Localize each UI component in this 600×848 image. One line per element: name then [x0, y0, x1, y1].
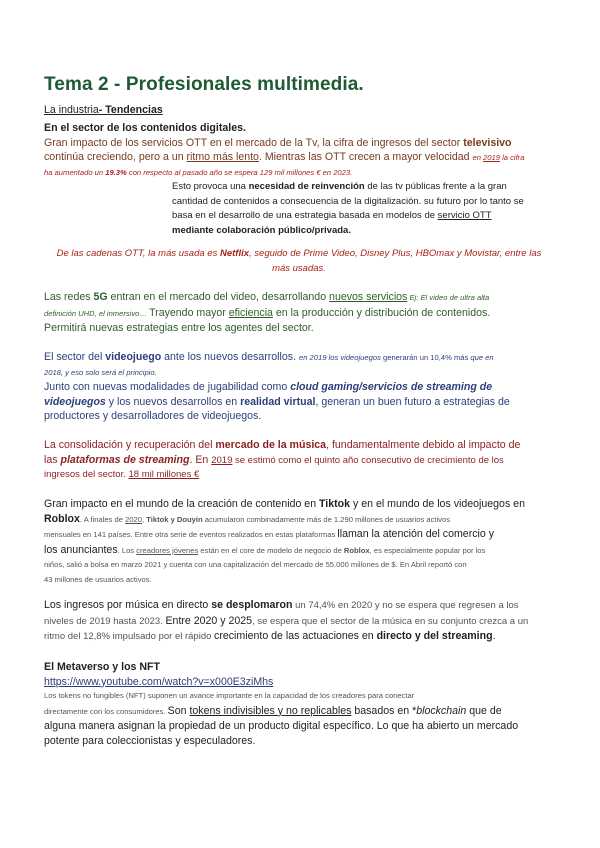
text-line [44, 598, 544, 614]
paragraph-musica [44, 438, 544, 483]
text-run: Gran impacto en el mundo de la creación de contenido en [44, 498, 320, 510]
text-run: generarán un 10,4% [380, 353, 454, 362]
text-line [44, 350, 544, 366]
text-run: Son [167, 704, 190, 717]
text-run: los anunciantes [44, 543, 118, 556]
text-run: niveles de 2019 hasta 2023. [44, 615, 166, 627]
text-run: Tiktok y Douyin [146, 514, 203, 524]
section-heading-strong: - Tendencias [98, 104, 163, 116]
paragraph-5g [44, 290, 544, 336]
section-heading-prefix: La industria [44, 104, 99, 116]
text-run: . A finales de [79, 514, 126, 524]
text-run: , se espera que el sector de la música en su conjunto crezca a un [252, 615, 529, 627]
paragraph-ott [44, 121, 544, 180]
paragraph-tiktok [44, 497, 544, 588]
text-line [44, 512, 544, 528]
text-run: plataformas de streaming [60, 453, 190, 466]
text-line [44, 453, 544, 469]
text-run: cloud gaming/servicios de streaming de [290, 381, 493, 394]
text-run: . [492, 630, 496, 643]
text-run: servicio OTT [437, 210, 492, 222]
text-line [44, 629, 544, 645]
text-line: cantidad de contenidos a consecuencia de la digitalización. su futuro por lo tanto se [172, 195, 524, 207]
text-run: eficiencia [228, 306, 273, 319]
text-line [44, 468, 544, 483]
text-run: que de [466, 704, 502, 717]
text-run: De las cadenas OTT, la más usada es [56, 248, 220, 259]
text-run: definición UHD, el inmersivo… [44, 308, 150, 318]
text-run: ingresos del sector. [44, 469, 129, 481]
text-run: El sector del [44, 351, 106, 363]
text-line [44, 290, 544, 306]
text-run: llaman la atención del comercio y [337, 528, 495, 541]
text-run: tokens indivisibles y no replicables [189, 704, 352, 717]
text-run: Las redes [44, 291, 94, 303]
text-run: Roblox [343, 545, 370, 555]
text-run: creadores jóvenes [136, 545, 199, 555]
text-line [172, 180, 552, 195]
text-run: blockchain [416, 704, 467, 717]
text-run: directo y del streaming [376, 630, 493, 643]
text-line [44, 438, 544, 453]
text-run: . En [189, 453, 212, 466]
paragraph-indented [172, 180, 552, 238]
text-run: realidad virtual [240, 395, 316, 408]
text-run: , generan un buen futuro a estrategias de [315, 395, 510, 408]
text-run: videojuegos [44, 395, 106, 408]
text-run: 2019 [211, 454, 233, 466]
text-run: directamente con los consumidores. [44, 706, 168, 716]
text-line [172, 209, 552, 224]
text-run: necesidad de reinvención [248, 181, 365, 192]
text-line [44, 306, 544, 322]
text-line: niños, salió a bolsa en marzo 2021 y cuenta con una capitalización del mercado de 55.000 millones de $. En Abril reportó con [44, 560, 467, 570]
text-line: Los tokens no fungibles (NFT) suponen un avance importante en la capacidad de los creadores para conectar [44, 691, 415, 701]
text-run: están en el core de modelo de negocio de [198, 545, 344, 555]
text-run: las [44, 453, 61, 466]
text-run: Gran impacto de los servicios OTT en el mercado de la Tv, la cifra de ingresos del sector [44, 136, 464, 149]
text-run: , [142, 514, 147, 524]
text-line: potente para coleccionistas y especuladores. [44, 734, 256, 747]
text-run: que en [468, 353, 494, 362]
text-run: Tiktok [319, 498, 351, 510]
youtube-link[interactable]: https://www.youtube.com/watch?v=x000E3ziMhs [44, 675, 274, 688]
text-run: mensuales en 141 países. Entre otra serie de eventos realizados en estas plataformas [44, 530, 338, 540]
text-run: entran en el mercado del video, desarrollando [107, 291, 330, 303]
section-metaverso [44, 660, 544, 749]
text-run: . Los [117, 545, 137, 555]
paragraph-directo [44, 598, 544, 645]
text-run: ha aumentado un [44, 167, 106, 177]
text-line: Permitirá nuevas estrategias entre los agentes del sector. [44, 322, 314, 335]
text-run: Junto con nuevas modalidades de jugabilidad como [44, 381, 291, 394]
text-line: más usadas. [272, 262, 326, 274]
text-run: crecimiento de las actuaciones en [214, 630, 377, 643]
text-run: y en el mundo de los videojuegos en [350, 498, 525, 510]
text-line: 43 millones de usuarios activos. [44, 574, 152, 584]
text-run: Netflix [219, 248, 250, 259]
text-run: La consolidación y recuperación del [44, 439, 216, 451]
text-run: en la producción y distribución de contenidos. [272, 306, 491, 319]
paragraph-videojuego [44, 350, 544, 424]
text-run: 5G [93, 291, 108, 303]
text-run: con respecto al pasado año se espera 129 mil millones € en 2023. [126, 167, 353, 177]
text-line [44, 247, 554, 262]
text-run: Trayendo mayor [149, 306, 229, 319]
text-line [44, 527, 544, 543]
text-line [44, 150, 544, 166]
text-line [44, 543, 544, 559]
subheading-metaverso: El Metaverso y los NFT [44, 661, 160, 673]
text-run: 18 mil millones € [128, 469, 200, 481]
text-run: , fundamentalmente debido al impacto de [326, 439, 521, 451]
text-run: más [453, 353, 469, 362]
text-run: en [472, 153, 484, 163]
text-run: se estimó como el quinto año consecutivo de crecimiento de los [232, 454, 504, 466]
text-run: , es especialmente popular por los [369, 545, 486, 555]
text-run: y los nuevos desarrollos en [105, 395, 241, 408]
text-run: Esto provoca una [172, 181, 249, 192]
text-line: productores y desarrolladores de videojuegos. [44, 410, 262, 423]
text-run: Entre 2020 y 2025 [165, 614, 253, 627]
paragraph-netflix [44, 247, 554, 276]
text-line [44, 395, 544, 410]
text-line [44, 614, 544, 630]
text-run: televisivo [463, 136, 512, 149]
text-run: basa en el desarrollo de una estrategia basada en modelos de [172, 210, 438, 222]
text-run: Los ingresos por música en directo [44, 599, 212, 611]
text-line [44, 497, 544, 512]
text-run: . Mientras las OTT crecen a mayor velocidad [258, 151, 473, 164]
text-run: nuevos servicios [329, 291, 408, 303]
text-run: en 2019 los videojuegos [298, 353, 381, 362]
text-line [44, 380, 544, 395]
section-heading [44, 103, 544, 118]
text-run: ritmo del 12,8% impulsado por el rápido [44, 631, 215, 643]
text-line: alguna manera asignan la propiedad de un producto digital específico. Lo que ha abierto un mercado [44, 720, 519, 733]
text-run: 19.3% [105, 167, 127, 177]
page-title: Tema 2 - Profesionales multimedia. [44, 74, 364, 95]
text-line [44, 166, 544, 181]
text-line [44, 136, 544, 151]
text-run: ante los nuevos desarrollos. [161, 351, 299, 363]
subheading-digital-content: En el sector de los contenidos digitales. [44, 122, 246, 134]
text-run: un 74,4% en 2020 y no se espera que regresen a los [292, 600, 519, 611]
text-run: , seguido de Prime Video, Disney Plus, HBOmax y Movistar, entre las [249, 248, 542, 259]
text-line: 2018, y eso solo será el principio. [44, 367, 157, 377]
text-run: continúa creciendo, pero a un [44, 151, 187, 164]
text-line [44, 704, 544, 720]
text-line: mediante colaboración público/privada. [172, 224, 351, 236]
text-run: mercado de la música [215, 439, 327, 451]
text-run: basados en * [351, 704, 417, 717]
text-run: se desplomaron [211, 599, 293, 611]
text-run: Roblox [44, 512, 80, 525]
text-run: la cifra [499, 153, 525, 163]
text-run: de las tv públicas frente a la gran [364, 181, 507, 192]
text-run: acumularon combinadamente más de 1.290 millones de usuarios activos [202, 514, 450, 524]
text-run: videojuego [105, 351, 162, 363]
text-run: Ej: El video de ultra alta [407, 293, 490, 302]
text-run: 2020 [125, 514, 142, 524]
text-run: 2019 [483, 153, 500, 163]
text-run: ritmo más lento [186, 151, 259, 164]
